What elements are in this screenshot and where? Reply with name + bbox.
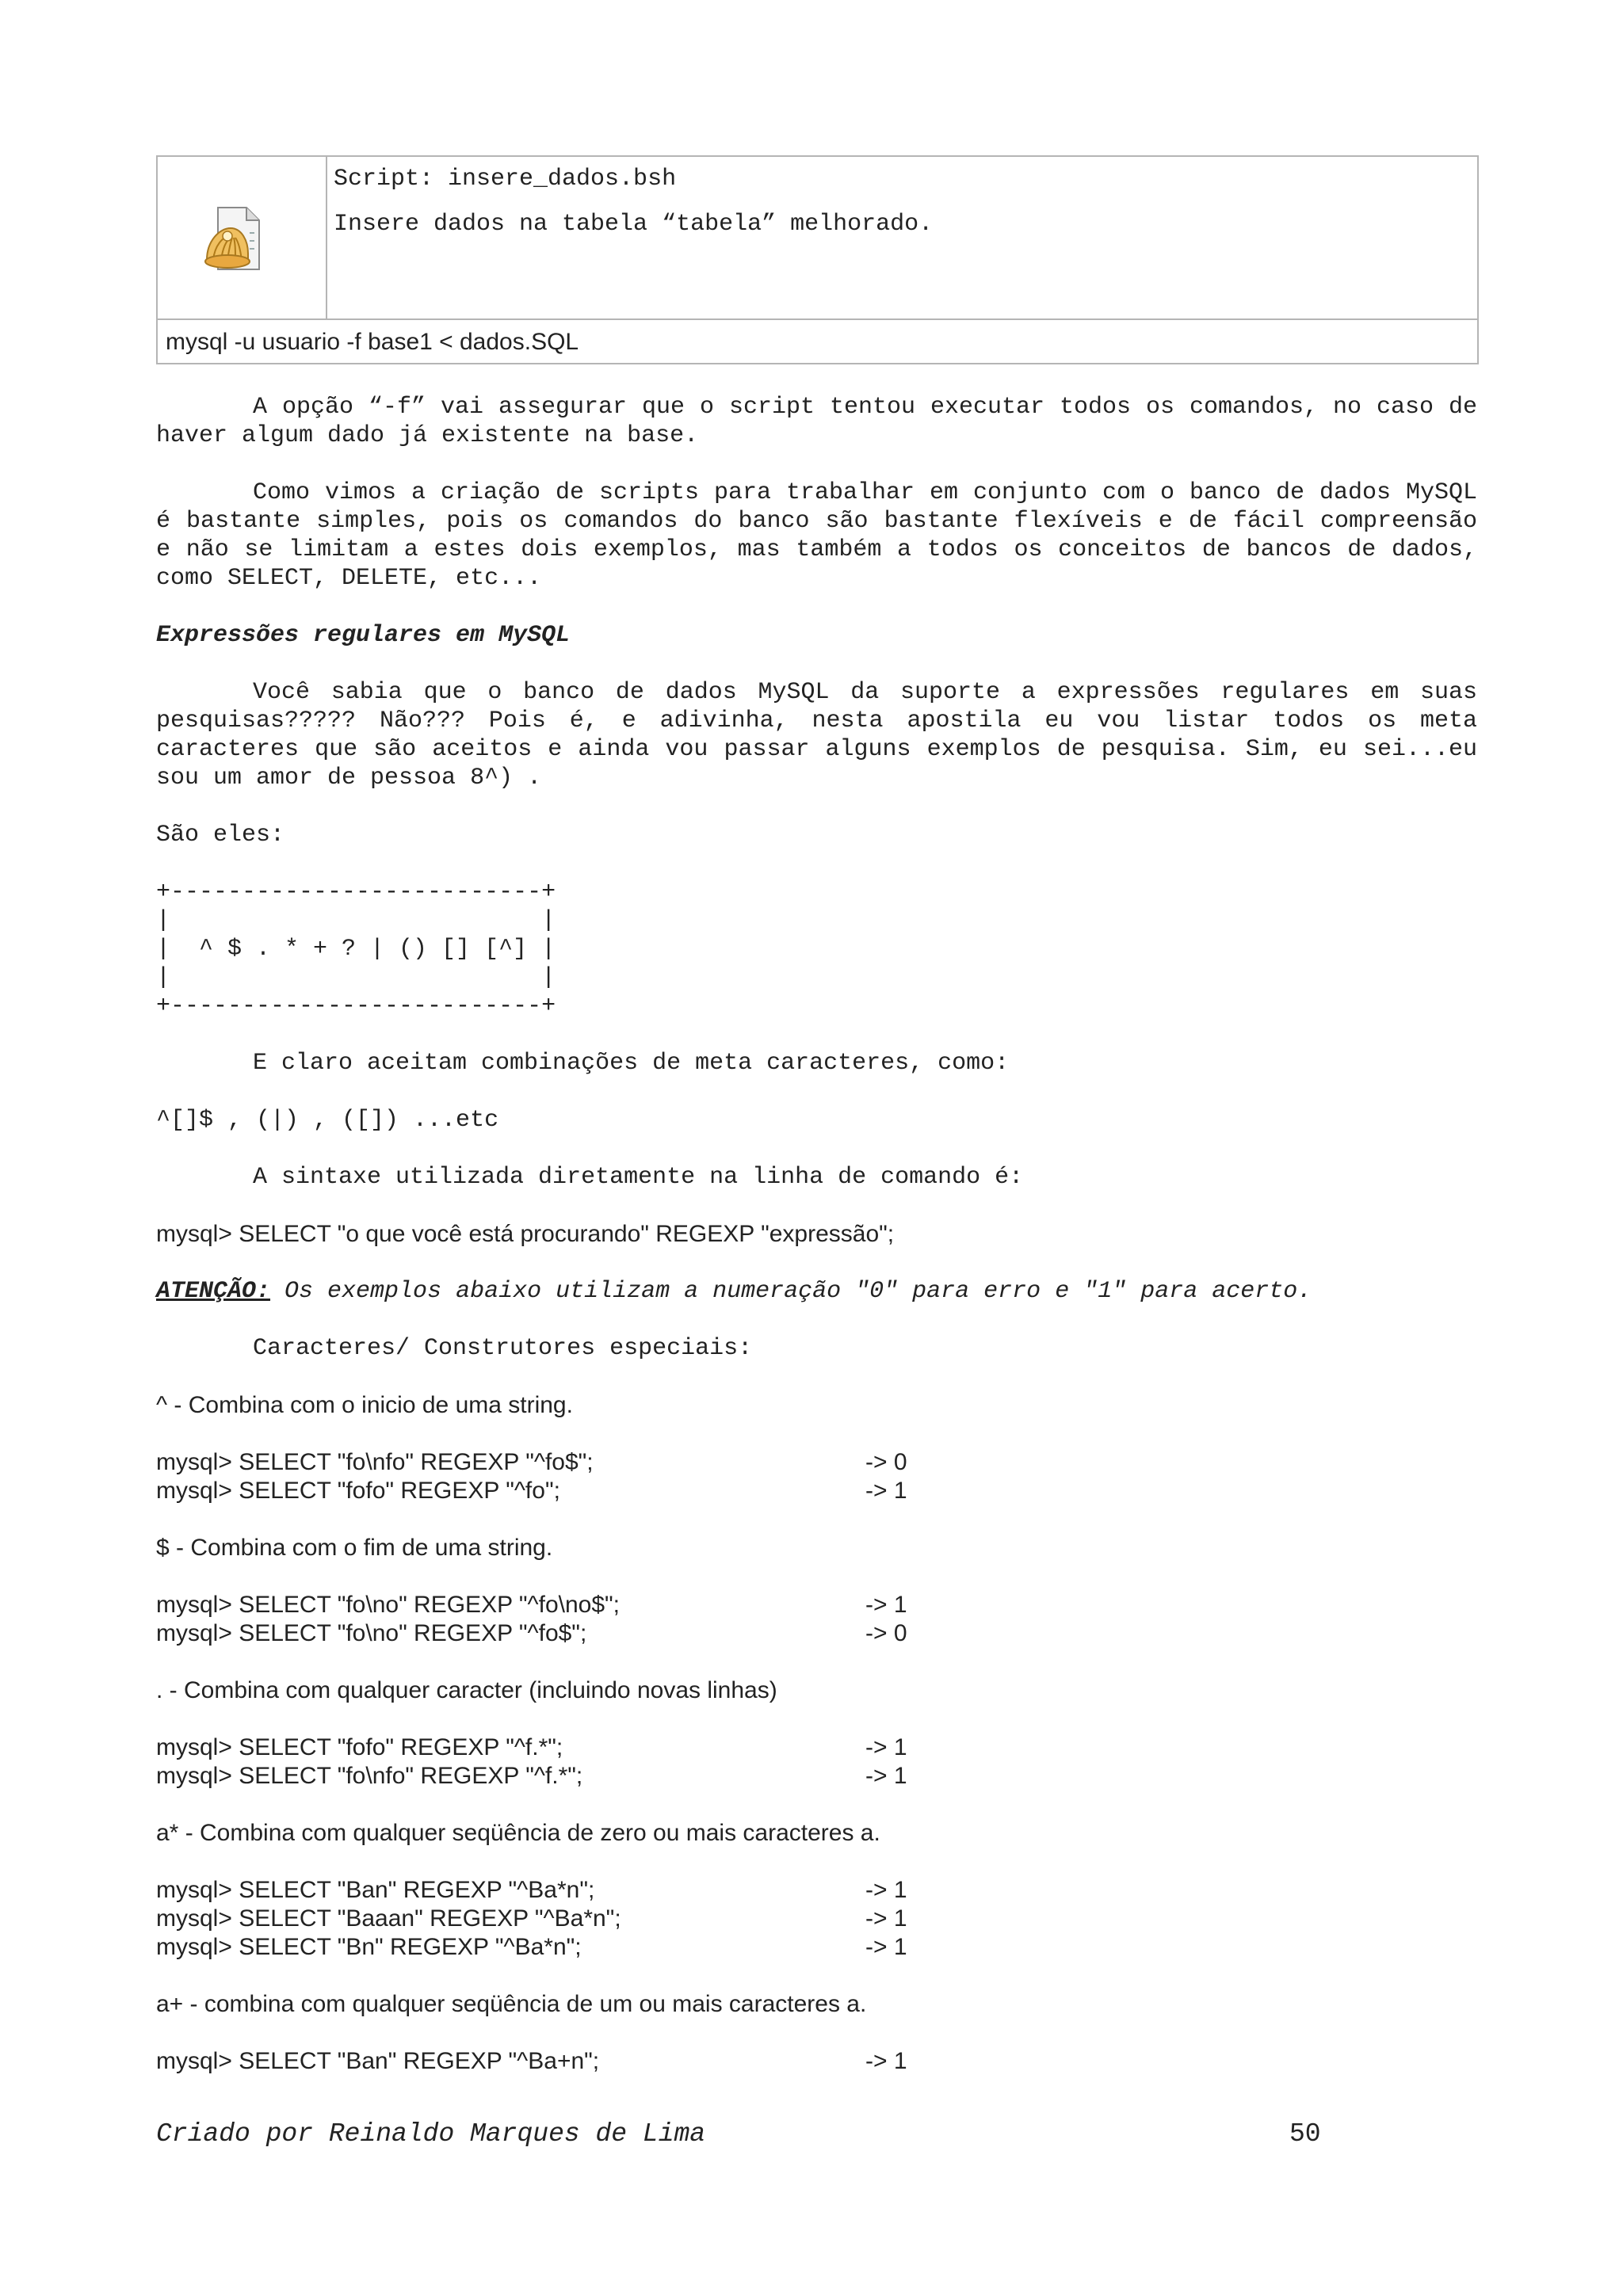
example-result: -> 1 [865,1592,907,1618]
page-footer [156,2120,1477,2152]
example-result: -> 1 [865,1877,907,1903]
example-command: mysql> SELECT "Baaan" REGEXP "^Ba*n"; [156,1905,621,1932]
example-command: mysql> SELECT "Ban" REGEXP "^Ba+n"; [156,2048,600,2074]
page-number: 50 [1289,2119,1321,2149]
footer-author: Criado por Reinaldo Marques de Lima [156,2119,706,2149]
paragraph-regex-intro: Você sabia que o banco de dados MySQL da suporte a expressões regulares em suas pesquisas????? Não??? Pois é, e adivinha, nesta apostila eu vou listar todos os meta caracteres que são aceitos e ainda vou passar alguns exemplos de pesquisa. Sim, eu sei...eu sou um amor de pessoa 8^) . [156,679,1477,791]
example-command: mysql> SELECT "fo\nfo" REGEXP "^f.*"; [156,1763,583,1789]
special-intro: Caracteres/ Construtores especiais: [253,1335,753,1362]
section-description: . - Combina com qualquer caracter (incluindo novas linhas) [156,1677,777,1703]
script-file-icon [204,204,267,273]
example-command: mysql> SELECT "fofo" REGEXP "^f.*"; [156,1734,563,1760]
example-result: -> 0 [865,1449,907,1475]
script-description: Insere dados na tabela “tabela” melhorado. [334,211,934,238]
example-command: mysql> SELECT "Ban" REGEXP "^Ba*n"; [156,1877,595,1903]
script-command: mysql -u usuario -f base1 < dados.SQL [166,329,579,355]
ascii-box-line: +--------------------------+ [156,879,556,906]
example-command: mysql> SELECT "fo\no" REGEXP "^fo\no$"; [156,1592,620,1618]
script-icon-cell [158,157,327,318]
syntax-intro: A sintaxe utilizada diretamente na linha de comando é: [253,1164,1024,1191]
example-command: mysql> SELECT "fo\no" REGEXP "^fo$"; [156,1620,587,1646]
example-command: mysql> SELECT "Bn" REGEXP "^Ba*n"; [156,1934,582,1960]
ascii-box-line: | ^ $ . * + ? | () [] [^] | [156,936,556,963]
ascii-box-line: +--------------------------+ [156,993,556,1020]
section-description: ^ - Combina com o inicio de uma string. [156,1392,573,1418]
ascii-box-line: | | [156,907,556,934]
warning-line [156,1277,1312,1306]
syntax-command: mysql> SELECT "o que você está procurando" REGEXP "expressão"; [156,1221,895,1247]
section-description: a+ - combina com qualquer seqüência de um ou mais caracteres a. [156,1991,867,2017]
sao-eles-label: São eles: [156,822,285,849]
example-command: mysql> SELECT "fo\nfo" REGEXP "^fo$"; [156,1449,594,1475]
script-box [156,155,1479,364]
example-result: -> 0 [865,1620,907,1646]
example-result: -> 1 [865,1905,907,1932]
example-result: -> 1 [865,1734,907,1760]
warning-text: Os exemplos abaixo utilizam a numeração "0" para erro e "1" para acerto. [270,1278,1312,1305]
warning-label: ATENÇÃO: [156,1278,271,1305]
combinations-intro: E claro aceitam combinações de meta caracteres, como: [253,1050,1010,1077]
example-command: mysql> SELECT "fofo" REGEXP "^fo"; [156,1478,560,1504]
paragraph-option-f: A opção “-f” vai assegurar que o script tentou executar todos os comandos, no caso de haver algum dado já existente na base. [156,394,1477,449]
script-title: Script: insere_dados.bsh [334,166,677,193]
section-description: $ - Combina com o fim de uma string. [156,1535,553,1561]
example-result: -> 1 [865,2048,907,2074]
combinations-example: ^[]$ , (|) , ([]) ...etc [156,1107,499,1134]
section-description: a* - Combina com qualquer seqüência de zero ou mais caracteres a. [156,1820,880,1846]
script-info [334,165,933,238]
paragraph-scripts: Como vimos a criação de scripts para trabalhar em conjunto com o banco de dados MySQL é bastante simples, pois os comandos do banco são bastante flexíveis e de fácil compreensão e não se limitam a estes dois exemplos, mas também a todos os conceitos de bancos de dados, como SELECT, DELETE, etc... [156,479,1477,592]
section-heading: Expressões regulares em MySQL [156,622,571,649]
example-result: -> 1 [865,1478,907,1504]
script-command-row [158,318,1477,364]
example-result: -> 1 [865,1763,907,1789]
ascii-box-line: | | [156,964,556,991]
example-result: -> 1 [865,1934,907,1960]
